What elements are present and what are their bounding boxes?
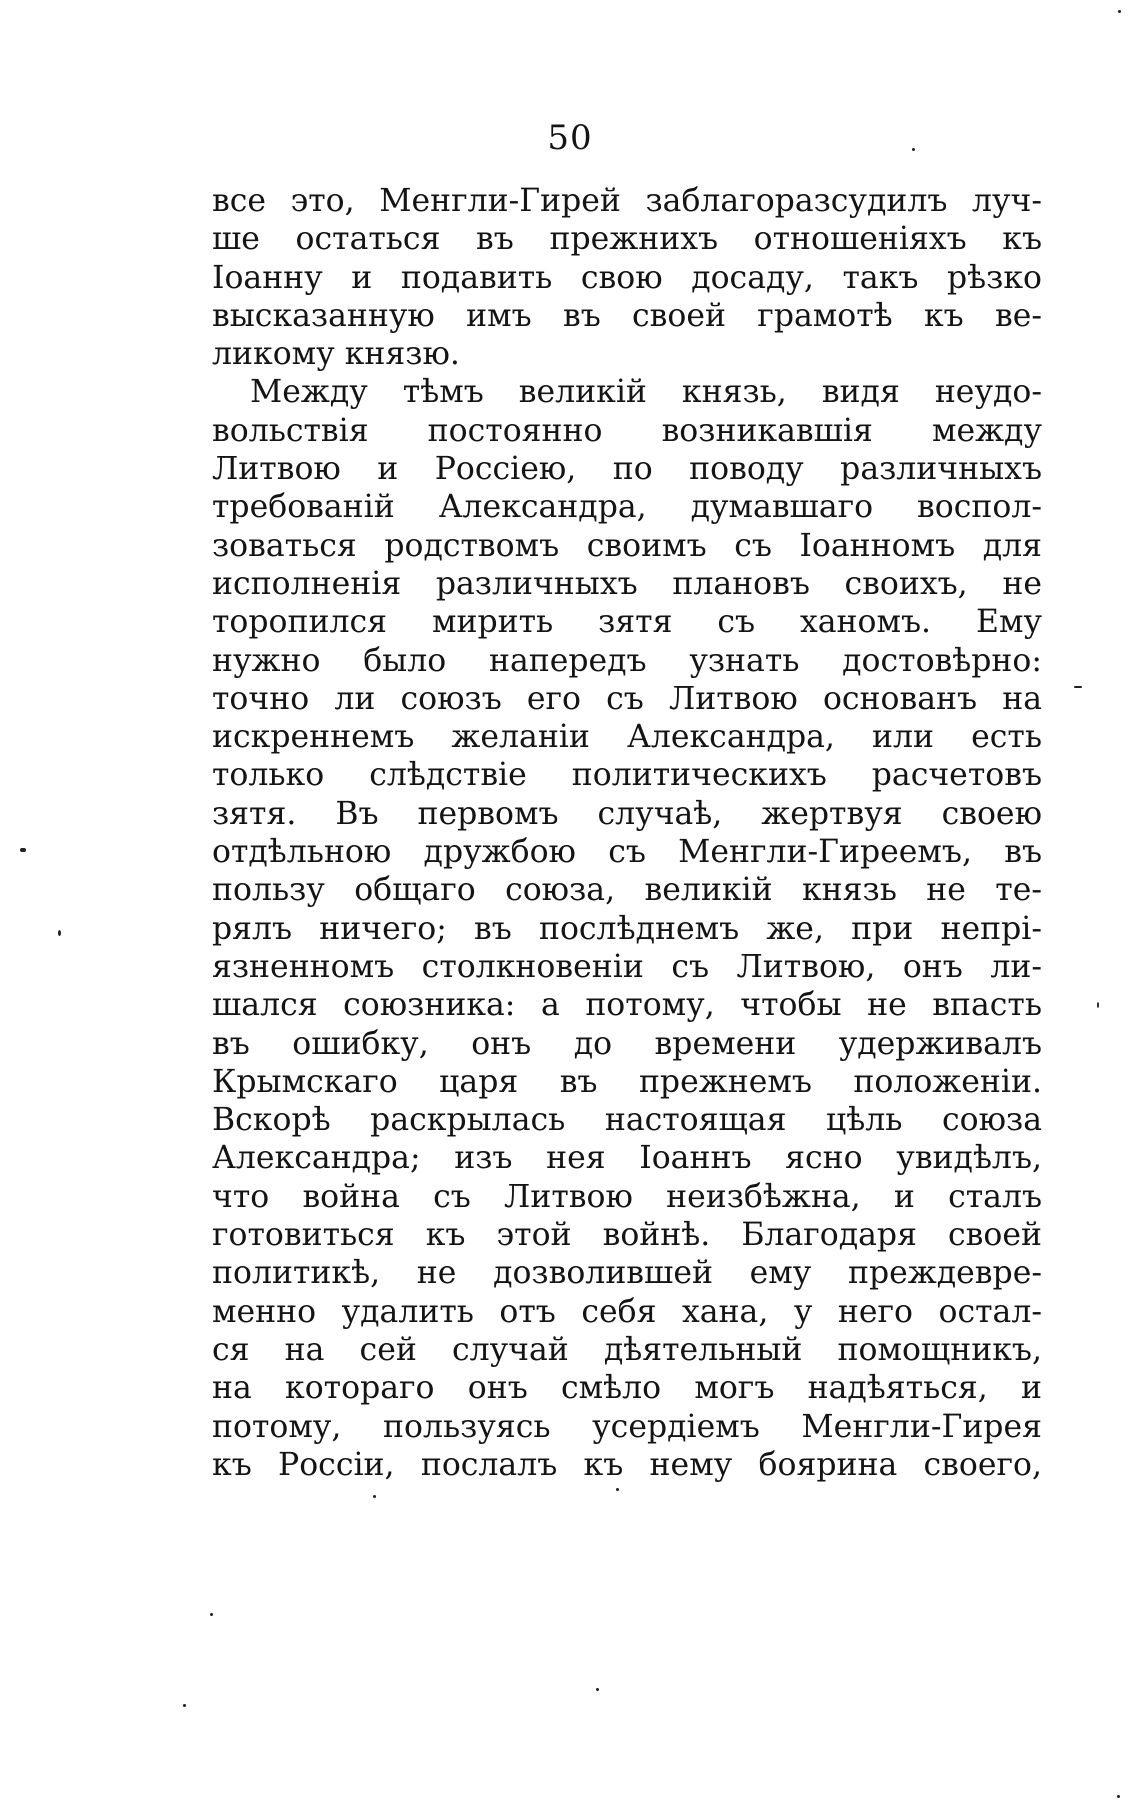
scan-speck	[616, 1488, 619, 1491]
scan-speck	[183, 1704, 186, 1707]
text-line: высказанную имъ въ своей грамотѣ къ ве-	[212, 297, 1042, 334]
text-line: искреннемъ желаніи Александра, или есть	[212, 719, 1042, 756]
scan-speck	[1074, 686, 1082, 688]
text-line: пользу общаго союза, великій князь не те-	[212, 872, 1042, 909]
text-line: готовиться къ этой войнѣ. Благодаря своей	[212, 1217, 1042, 1254]
scan-speck	[20, 848, 26, 852]
body-text	[212, 182, 1042, 1484]
text-line: отдѣльною дружбою съ Менгли-Гиреемъ, въ	[212, 834, 1042, 871]
text-line: что война съ Литвою неизбѣжна, и сталъ	[212, 1178, 1042, 1215]
text-line: исполненія различныхъ плановъ своихъ, не	[212, 565, 1042, 602]
text-line: ликому князю.	[212, 336, 460, 373]
text-line: шался союзника: а потому, чтобы не впасть	[212, 987, 1042, 1024]
text-line: нужно было напередъ узнать достовѣрно:	[212, 642, 1042, 679]
text-line: Литвою и Россіею, по поводу различныхъ	[212, 451, 1042, 488]
text-line: на котораго онъ смѣло могъ надѣяться, и	[212, 1370, 1042, 1407]
text-line: зоваться родствомъ своимъ съ Іоанномъ для	[212, 527, 1042, 564]
text-line: рялъ ничего; въ послѣднемъ же, при непрі-	[212, 910, 1042, 947]
text-line: все это, Менгли-Гирей заблагоразсудилъ луч-	[212, 183, 1042, 219]
text-line: ся на сей случай дѣятельный помощникъ,	[212, 1331, 1042, 1368]
scan-speck	[373, 1495, 376, 1498]
scan-speck	[912, 148, 915, 151]
text-line: ше остаться въ прежнихъ отношеніяхъ къ	[212, 221, 1042, 258]
text-line: зятя. Въ первомъ случаѣ, жертвуя своею	[212, 795, 1042, 832]
scan-speck	[596, 1688, 599, 1691]
text-line: язненномъ столкновеніи съ Литвою, онъ ли-	[212, 948, 1042, 985]
page-number: 50	[547, 118, 593, 158]
text-line: точно ли союзъ его съ Литвою основанъ на	[212, 680, 1042, 717]
text-line: къ Россіи, послалъ къ нему боярина своего,	[212, 1446, 1042, 1483]
scan-speck	[1097, 1002, 1099, 1008]
text-line: политикѣ, не дозволившей ему преждевре-	[212, 1255, 1042, 1292]
scan-speck	[58, 930, 61, 936]
text-line: Іоанну и подавить свою досаду, такъ рѣзко	[212, 259, 1042, 296]
scan-speck	[210, 1613, 213, 1616]
text-line: Крымскаго царя въ прежнемъ положеніи.	[212, 1063, 1042, 1100]
text-line: потому, пользуясь усердіемъ Менгли-Гирея	[212, 1408, 1042, 1445]
text-line: требованій Александра, думавшаго воспол-	[212, 489, 1042, 526]
scan-speck	[1117, 1795, 1120, 1798]
scan-speck	[1118, 10, 1121, 13]
text-line: торопился мирить зятя съ ханомъ. Ему	[212, 604, 1042, 641]
text-line: только слѣдствіе политическихъ расчетовъ	[212, 757, 1042, 794]
text-line: вольствія постоянно возникавшія между	[212, 412, 1042, 449]
text-line: менно удалить отъ себя хана, у него остал-	[212, 1293, 1042, 1330]
text-line: Александра; изъ нея Іоаннъ ясно увидѣлъ,	[212, 1140, 1042, 1177]
text-line: Вскорѣ раскрылась настоящая цѣль союза	[212, 1102, 1042, 1139]
text-line: Между тѣмъ великій князь, видя неудо-	[250, 374, 1042, 411]
text-line: въ ошибку, онъ до времени удерживалъ	[212, 1025, 1042, 1062]
